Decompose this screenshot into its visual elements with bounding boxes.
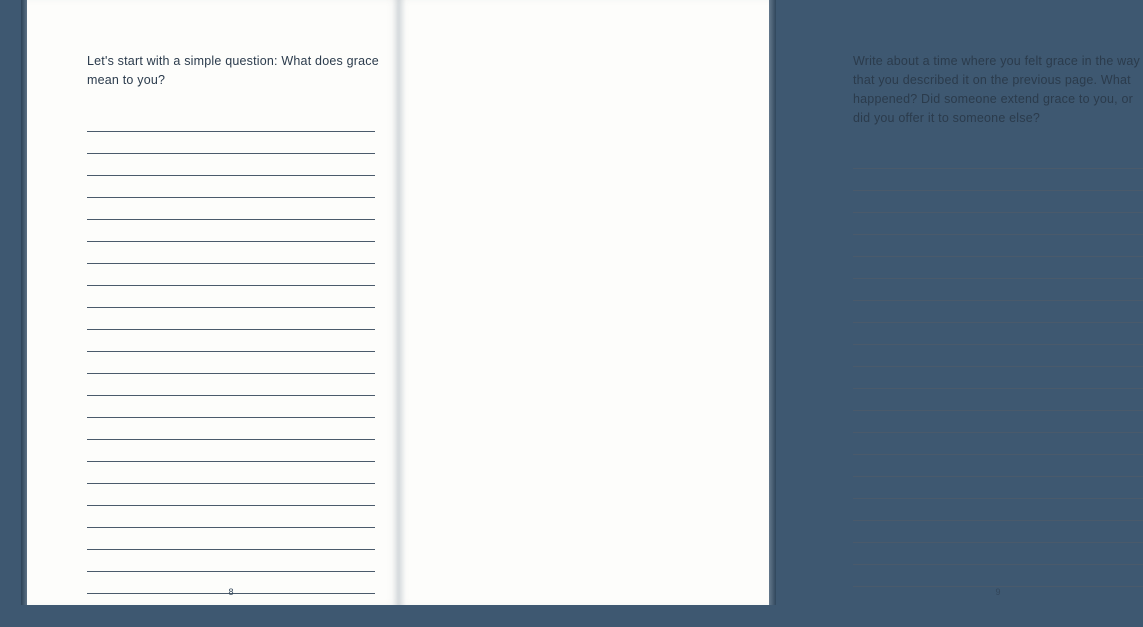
writing-line[interactable] [853,213,1143,235]
writing-line[interactable] [87,176,375,198]
writing-line[interactable] [853,411,1143,433]
writing-line[interactable] [87,154,375,176]
writing-line[interactable] [87,528,375,550]
writing-line[interactable] [87,286,375,308]
writing-line[interactable] [87,220,375,242]
writing-line[interactable] [853,191,1143,213]
right-page-writing-lines[interactable] [853,147,1143,587]
writing-line[interactable] [87,264,375,286]
writing-line[interactable] [853,455,1143,477]
writing-line[interactable] [853,521,1143,543]
writing-line[interactable] [853,235,1143,257]
bottom-background-bar [0,605,800,627]
writing-line[interactable] [853,433,1143,455]
writing-line[interactable] [853,257,1143,279]
writing-line[interactable] [87,198,375,220]
writing-line[interactable] [87,462,375,484]
writing-line[interactable] [853,169,1143,191]
writing-line[interactable] [853,565,1143,587]
writing-line[interactable] [853,301,1143,323]
left-page [27,0,398,605]
writing-line[interactable] [87,330,375,352]
writing-line[interactable] [87,110,375,132]
writing-line[interactable] [87,352,375,374]
left-page-writing-lines[interactable] [87,110,375,594]
writing-line[interactable] [87,374,375,396]
writing-line[interactable] [853,543,1143,565]
writing-line[interactable] [87,440,375,462]
writing-line[interactable] [87,484,375,506]
right-page-edge-shadow [769,0,776,605]
writing-line[interactable] [87,396,375,418]
writing-line[interactable] [87,242,375,264]
left-page-number: 8 [228,587,234,597]
writing-line[interactable] [853,279,1143,301]
writing-line[interactable] [87,550,375,572]
writing-line[interactable] [853,389,1143,411]
writing-line[interactable] [853,345,1143,367]
writing-line[interactable] [87,418,375,440]
writing-line[interactable] [87,506,375,528]
writing-line[interactable] [853,477,1143,499]
left-page-prompt: Let's start with a simple question: What does grace mean to you? [87,54,379,87]
writing-line[interactable] [853,147,1143,169]
writing-line[interactable] [853,367,1143,389]
writing-line[interactable] [87,308,375,330]
right-page-prompt: Write about a time where you felt grace in the way that you described it on the previous page. What happened? Did someone extend grace to you, or did you offer it to someone else? [853,54,1140,125]
writing-line[interactable] [853,323,1143,345]
writing-line[interactable] [853,499,1143,521]
right-page-number: 9 [995,587,1001,597]
right-page [398,0,1140,605]
writing-line[interactable] [87,132,375,154]
